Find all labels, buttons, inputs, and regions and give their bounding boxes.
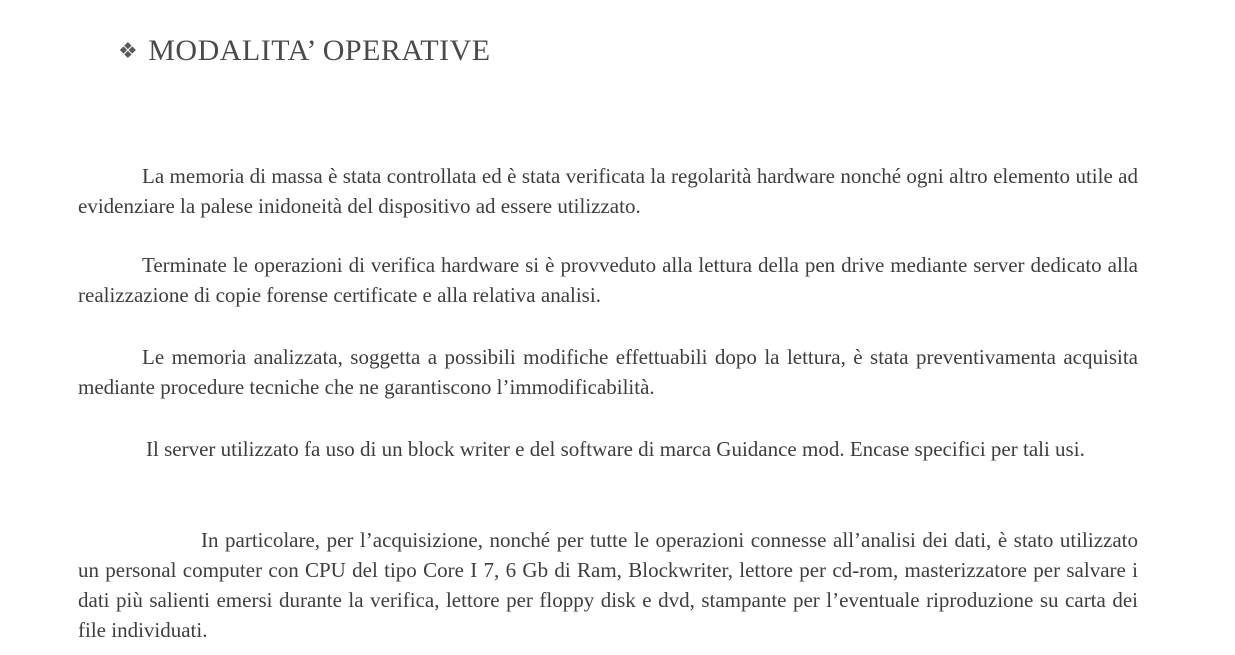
paragraph-4: Il server utilizzato fa uso di un block writer e del software di marca Guidance mod. Encase specifici per tali usi. (146, 437, 1085, 461)
paragraph-2: Terminate le operazioni di verifica hardware si è provveduto alla lettura della pen drive mediante server dedicato alla realizzazione di copie forense certificate e alla relativa analisi. (78, 253, 1138, 307)
section-heading (118, 34, 491, 68)
paragraph-1: La memoria di massa è stata controllata ed è stata verificata la regolarità hardware nonché ogni altro elemento utile ad evidenziare la palese inidoneità del dispositivo ad essere utilizzato. (78, 164, 1138, 218)
section-title: MODALITA’ OPERATIVE (148, 34, 491, 67)
paragraph-3: Le memoria analizzata, soggetta a possibili modifiche effettuabili dopo la lettura, è stata preventivamenta acquisita mediante procedure tecniche che ne garantiscono l’immodificabilità. (78, 345, 1138, 399)
diamond-bullet-icon: ❖ (118, 38, 139, 63)
paragraph-5: In particolare, per l’acquisizione, nonché per tutte le operazioni connesse all’analisi dei dati, è stato utilizzato un personal computer con CPU del tipo Core I 7, 6 Gb di Ram, Blockwriter, lettore per cd-rom, masterizzatore per salvare i dati più salienti emersi durante la verifica, lettore per floppy disk e dvd, stampante per l’eventuale riproduzione su carta dei file individuati. (78, 528, 1138, 642)
